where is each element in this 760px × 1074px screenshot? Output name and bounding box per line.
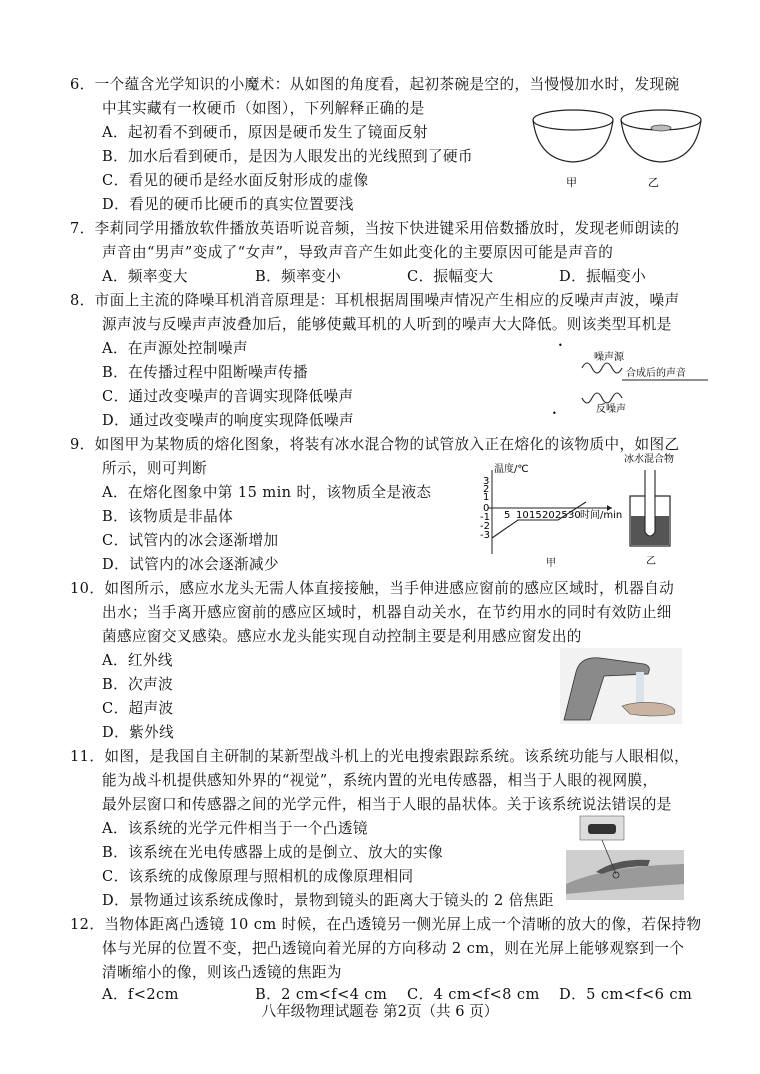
anti-noise-wave [582, 393, 622, 403]
q8-option-b: B．在传播过程中阻断噪声传播 [102, 364, 309, 381]
q6-option-c: C．看见的硬币是经水面反射形成的虚像 [102, 172, 369, 189]
xtick-5: 5 [504, 510, 511, 521]
label-anti-noise: 反噪声 [596, 404, 626, 415]
q11-fighter-jet-photo [566, 814, 684, 900]
q7-stem-line-1: 7．李莉同学用播放软件播放英语听说音频，当按下快进键采用倍数播放时，发现老师朗读的 [70, 220, 680, 237]
q10-option-a: A．红外线 [102, 652, 173, 669]
q11-stem-line-3: 最外层窗口和传感器之间的光学元件，相当于人眼的晶状体。关于该系统说法错误的是 [102, 796, 672, 813]
q12-option-a: A．f<2cm [102, 986, 179, 1003]
q12-option-c: C．4 cm<f<8 cm [407, 986, 540, 1003]
q7-option-c: C．振幅变大 [407, 268, 494, 285]
xtick-15: 15 [529, 510, 542, 521]
xtick-10: 10 [516, 510, 529, 521]
q8-stem-line-2: 源声波与反噪声声波叠加后，能够使戴耳机的人听到的噪声大大降低。则该类型耳机是 [102, 316, 672, 333]
q12-stem-line-2: 体与光屏的位置不变，把凸透镜向着光屏的方向移动 2 cm，则在光屏上能够观察到一个 [102, 940, 685, 957]
q9-option-c: C．试管内的冰会逐渐增加 [102, 532, 279, 549]
q10-stem-line-3: 菌感应窗交叉感染。感应水龙头能实现自动控制主要是利用感应窗发出的 [102, 628, 582, 645]
label-combined-sound: 合成后的声音 [626, 368, 686, 379]
bowl-yi-illustration [621, 110, 701, 162]
xtick-30: 30 [568, 510, 581, 521]
q10-faucet-photo [560, 648, 682, 724]
q12-stem-line-1: 12．当物体距离凸透镜 10 cm 时候，在凸透镜另一侧光屏上成一个清晰的放大的像，若保持物 [70, 916, 702, 933]
q9-option-a: A．在熔化图象中第 15 min 时，该物质全是液态 [102, 484, 432, 501]
q10-stem-line-2: 出水；当手离开感应窗前的感应区域时，机器自动关水，在节约用水的同时有效防止细 [102, 604, 672, 621]
q11-option-b: B．该系统在光电传感器上成的是倒立、放大的实像 [102, 844, 443, 861]
q10-option-d: D．紫外线 [102, 724, 175, 741]
label-noise-source: 噪声源 [594, 352, 624, 363]
graph-xlabel: 时间/min [580, 510, 623, 521]
q12-option-b: B．2 cm<f<4 cm [255, 986, 388, 1003]
q7-option-b: B．频率变小 [255, 268, 342, 285]
q7-stem-line-2: 声音由“男声”变成了“女声”，导致声音产生如此变化的主要原因可能是声音的 [102, 244, 614, 261]
graph-ylabel: 温度/℃ [494, 464, 529, 475]
q11-option-d: D．景物通过该系统成像时，景物到镜头的距离大于镜头的 2 倍焦距 [102, 892, 554, 909]
q8-stem-line-1: 8．市面上主流的降噪耳机消音原理是：耳机根据周围噪声情况产生相应的反噪声声波，噪声 [70, 292, 680, 309]
label-yi: 乙 [648, 176, 659, 189]
xtick-25: 25 [555, 510, 568, 521]
q8-wave-figure [548, 340, 718, 420]
test-tube [645, 470, 655, 536]
graph-label-jia: 甲 [546, 558, 556, 569]
q7-option-d: D．振幅变小 [559, 268, 647, 285]
page-footer: 八年级物理试题卷 第2页（共 6 页） [261, 1003, 499, 1020]
sensor-inset-icon [588, 824, 616, 834]
q9-option-d: D．试管内的冰会逐渐减少 [102, 556, 280, 573]
q11-stem-line-2: 能为战斗机提供感知外界的“视觉”，系统内置的光电传感器，相当于人眼的视网膜， [102, 772, 658, 789]
ytick-2: 2 [483, 484, 490, 495]
q11-stem-line-1: 11．如图，是我国自主研制的某新型战斗机上的光电搜索跟踪系统。该系统功能与人眼相似， [70, 748, 690, 765]
ytick-0: 0 [483, 503, 490, 514]
q10-option-b: B．次声波 [102, 676, 174, 693]
q8-option-c: C．通过改变噪声的音调实现降低噪声 [102, 388, 354, 405]
q9-melting-graph [478, 462, 628, 572]
q6-stem-line-2: 中其实藏有一枚硬币（如图），下列解释正确的是 [102, 100, 425, 117]
noise-wave [582, 363, 622, 373]
ytick-neg2: -2 [480, 521, 490, 532]
q6-option-d: D．看见的硬币比硬币的真实位置要浅 [102, 196, 355, 213]
xtick-20: 20 [542, 510, 555, 521]
q8-option-d: D．通过改变噪声的响度实现降低噪声 [102, 412, 355, 429]
q6-option-a: A．起初看不到硬币，原因是硬币发生了镜面反射 [102, 124, 428, 141]
q6-bowls-figure [528, 104, 718, 194]
q9-stem-line-1: 9．如图甲为某物质的熔化图象，将装有冰水混合物的试管放入正在熔化的该物质中，如图乙 [70, 436, 680, 453]
q10-option-c: C．超声波 [102, 700, 174, 717]
q12-option-d: D．5 cm<f<6 cm [559, 986, 693, 1003]
q9-stem-line-2: 所示，则可判断 [102, 460, 207, 477]
q7-option-a: A．频率变大 [102, 268, 188, 285]
q6-stem-line-1: 6．一个蕴含光学知识的小魔术：从如图的角度看，起初茶碗是空的，当慢慢加水时，发现碗 [70, 76, 680, 93]
ytick-neg1: -1 [480, 512, 490, 523]
q9-test-tube-figure [620, 452, 680, 570]
tube-label-yi: 乙 [646, 556, 656, 567]
ytick-1: 1 [483, 492, 490, 503]
q9-option-b: B．该物质是非晶体 [102, 508, 234, 525]
q6-option-b: B．加水后看到硬币，是因为人眼发出的光线照到了硬币 [102, 148, 473, 165]
label-jia: 甲 [566, 176, 577, 189]
q11-option-a: A．该系统的光学元件相当于一个凸透镜 [102, 820, 368, 837]
tube-label: 冰水混合物 [624, 454, 674, 465]
ytick-3: 3 [483, 476, 490, 487]
q12-stem-line-3: 清晰缩小的像，则该凸透镜的焦距为 [102, 964, 342, 981]
bowl-jia-illustration [533, 110, 613, 162]
q10-stem-line-1: 10．如图所示，感应水龙头无需人体直接接触，当手伸进感应窗前的感应区域时，机器自动 [70, 580, 675, 597]
svg-text:•: • [552, 409, 557, 418]
q8-option-a: A．在声源处控制噪声 [102, 340, 248, 357]
q11-option-c: C．该系统的成像原理与照相机的成像原理相同 [102, 868, 414, 885]
ytick-neg3: -3 [480, 530, 490, 541]
svg-text:•: • [558, 341, 563, 350]
